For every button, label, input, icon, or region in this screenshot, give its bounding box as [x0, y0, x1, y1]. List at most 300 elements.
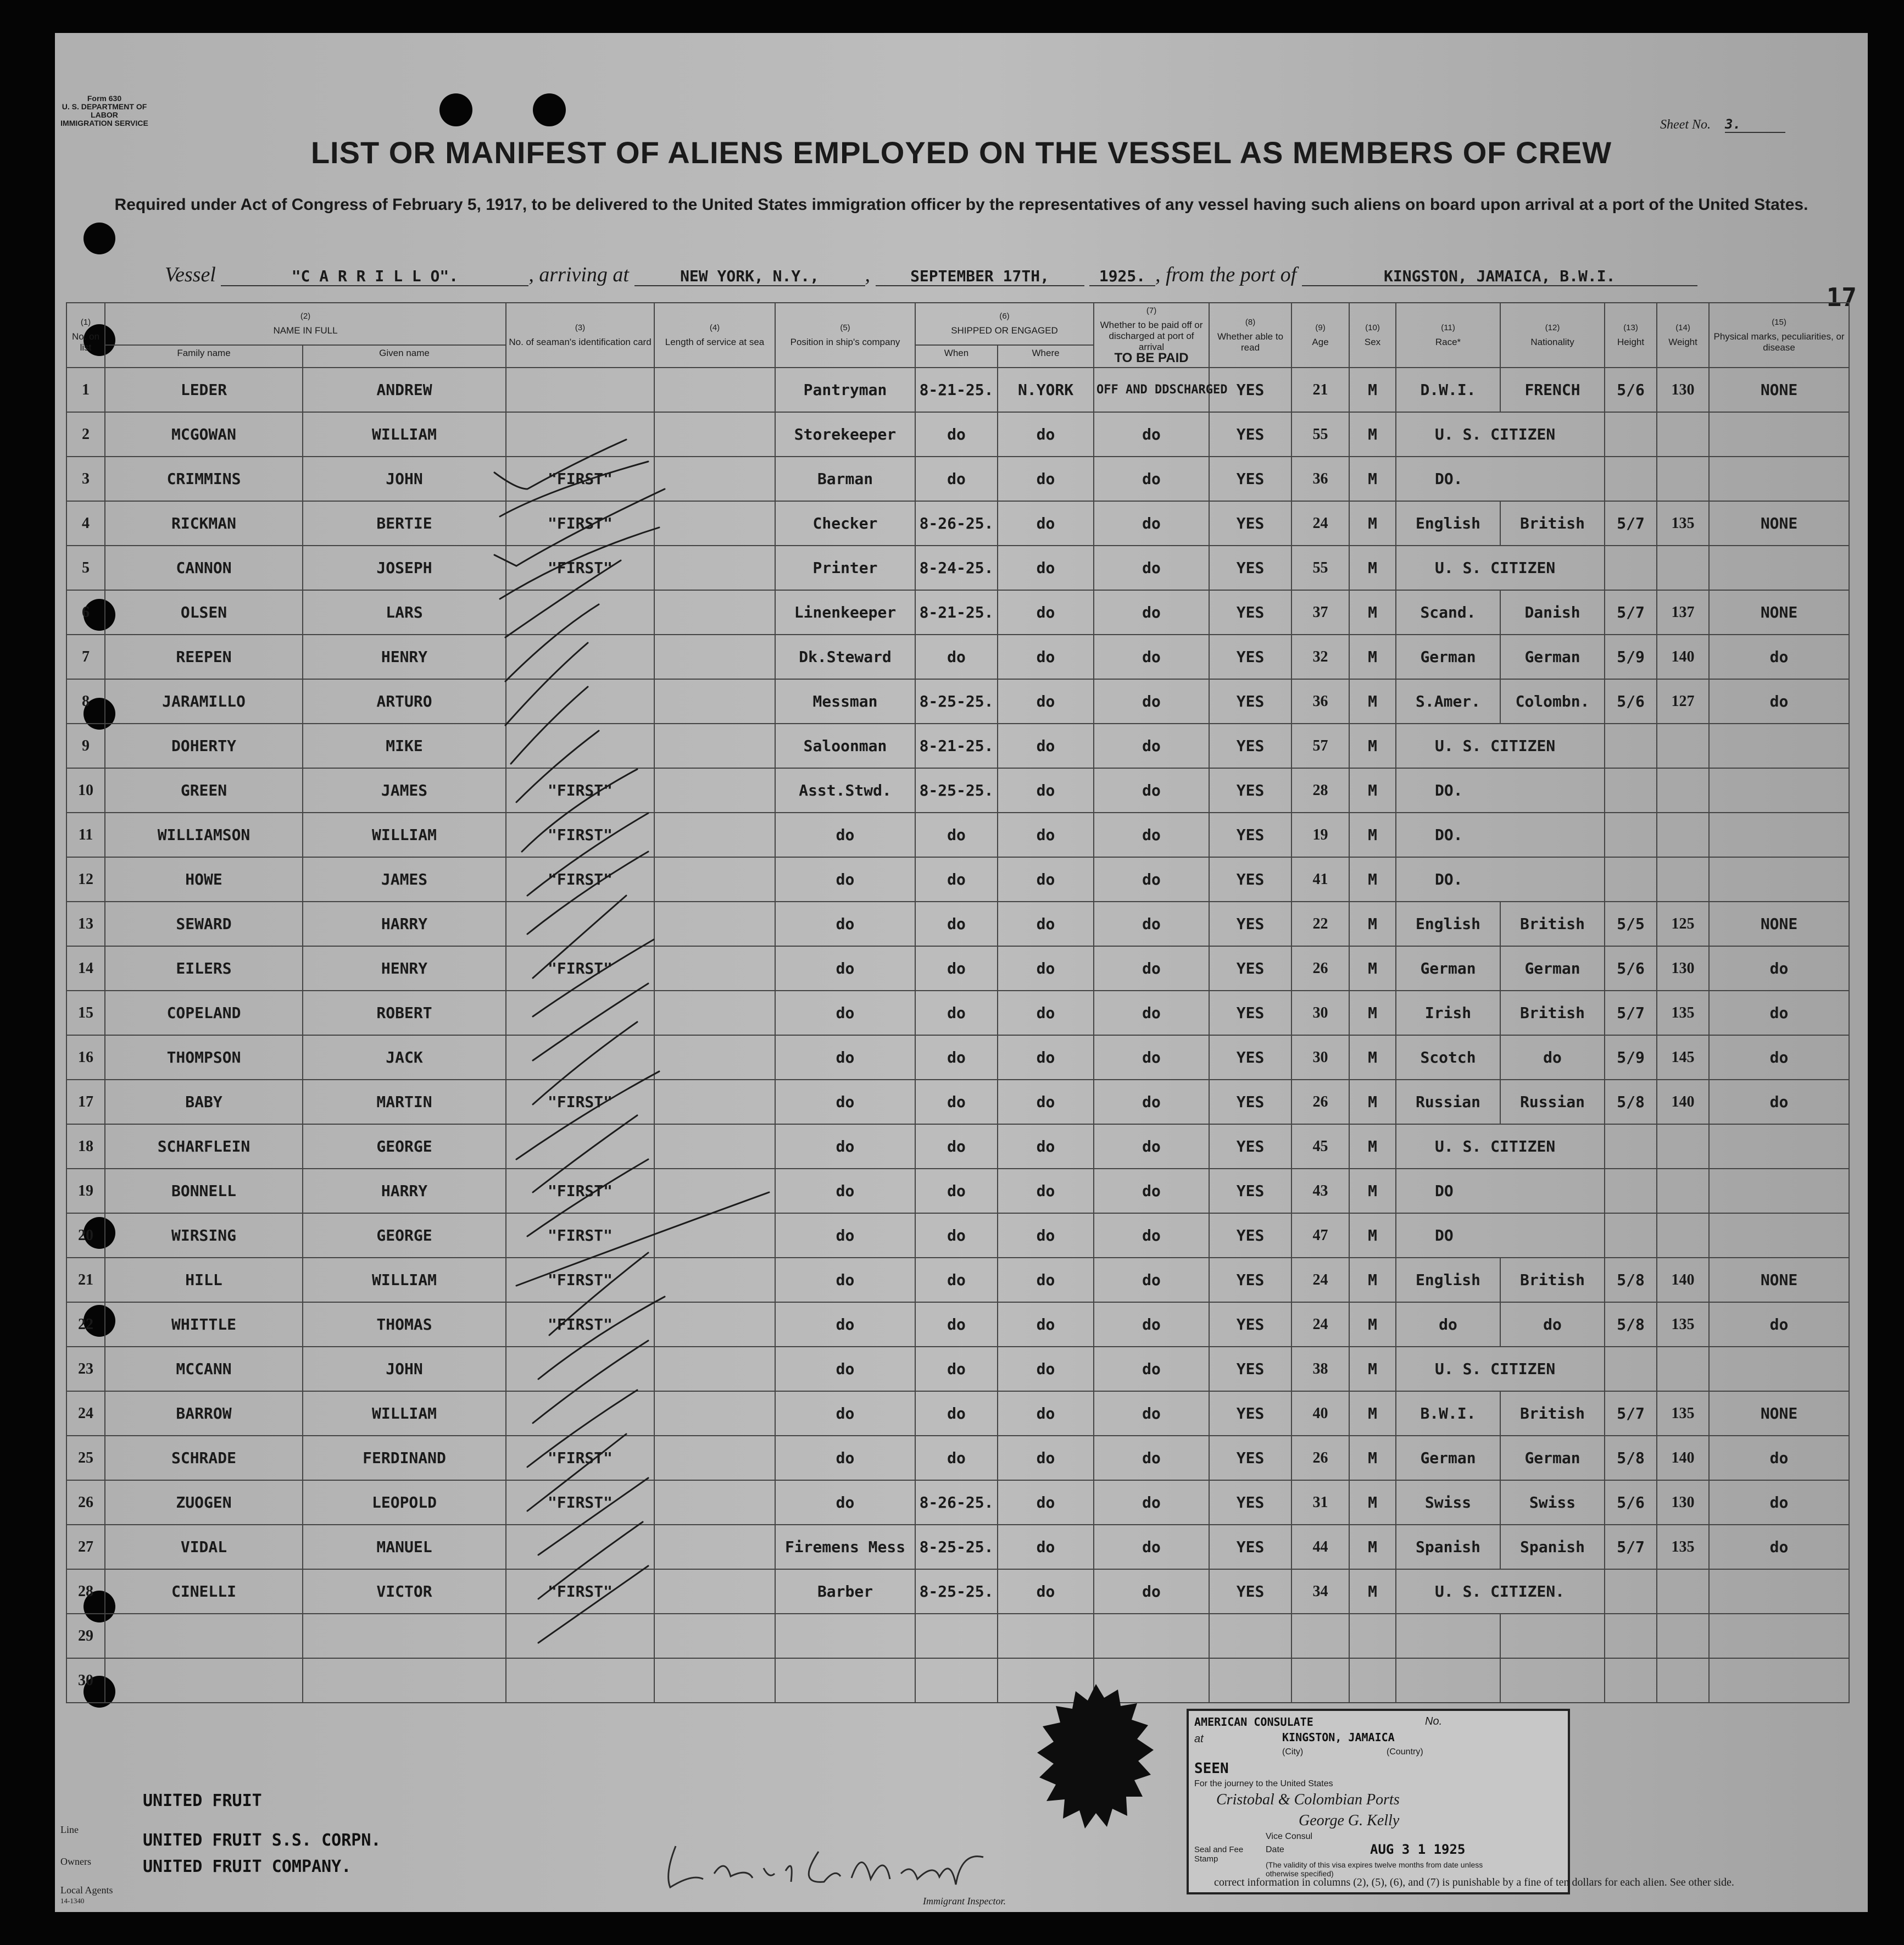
cell-height: [1605, 768, 1657, 813]
cell-race: U. S. CITIZEN: [1396, 1124, 1605, 1169]
cell-given-name: THOMAS: [303, 1302, 506, 1347]
cell-position: do: [775, 1391, 915, 1436]
cell-height: 5/7: [1605, 1391, 1657, 1436]
cell-sex: M: [1349, 1569, 1396, 1614]
cell-paid-off: do: [1094, 1169, 1209, 1213]
cell-age: 38: [1291, 1347, 1349, 1391]
cell-row-number: 19: [66, 1169, 105, 1213]
cell-age: 28: [1291, 768, 1349, 813]
vessel-name: "C A R R I L L O".: [221, 267, 528, 286]
cell-row-number: 12: [66, 857, 105, 902]
cell-height: 5/9: [1605, 1035, 1657, 1080]
cell-paid-off: do: [1094, 768, 1209, 813]
cell-position: Asst.Stwd.: [775, 768, 915, 813]
header-shipped-or-engaged: (6) SHIPPED OR ENGAGED: [915, 303, 1094, 345]
cell-shipped-when: 8-25-25.: [915, 768, 998, 813]
cell-weight: [1657, 724, 1709, 768]
cell-weight: [1657, 813, 1709, 857]
cell-weight: [1657, 546, 1709, 590]
cell-shipped-where: do: [998, 1391, 1094, 1436]
stamp-at-label: at: [1194, 1733, 1204, 1745]
cell-sex: M: [1349, 1213, 1396, 1258]
cell-shipped-when: do: [915, 1391, 998, 1436]
cell-height: 5/8: [1605, 1258, 1657, 1302]
cell-shipped-when: 8-25-25.: [915, 1525, 998, 1569]
cell-shipped-when: 8-25-25.: [915, 1569, 998, 1614]
cell-weight: [1657, 857, 1709, 902]
cell-row-number: 28: [66, 1569, 105, 1614]
cell-weight: [1657, 1569, 1709, 1614]
cell-shipped-when: [915, 1658, 998, 1703]
cell-age: 26: [1291, 946, 1349, 991]
cell-shipped-where: do: [998, 946, 1094, 991]
cell-height: 5/5: [1605, 902, 1657, 946]
consul-label: Vice Consul: [1266, 1832, 1313, 1841]
cell-physical-marks: [1709, 857, 1849, 902]
cell-able-to-read: YES: [1209, 857, 1291, 902]
cell-physical-marks: do: [1709, 1480, 1849, 1525]
cell-nationality: German: [1500, 946, 1605, 991]
cell-paid-off: do: [1094, 590, 1209, 635]
cell-position: do: [775, 1258, 915, 1302]
cell-age: 36: [1291, 457, 1349, 501]
cell-family-name: BARROW: [105, 1391, 303, 1436]
cell-race: B.W.I.: [1396, 1391, 1500, 1436]
cell-race: DO: [1396, 1213, 1605, 1258]
cell-race: German: [1396, 635, 1500, 679]
cell-shipped-where: do: [998, 412, 1094, 457]
cell-position: Barber: [775, 1569, 915, 1614]
cell-family-name: OLSEN: [105, 590, 303, 635]
cell-length-of-service: [654, 412, 775, 457]
stamp-city-label: (City): [1282, 1747, 1304, 1757]
cell-family-name: DOHERTY: [105, 724, 303, 768]
cell-shipped-where: do: [998, 1035, 1094, 1080]
cell-age: 24: [1291, 501, 1349, 546]
cell-id-card: [506, 412, 654, 457]
cell-family-name: ZUOGEN: [105, 1480, 303, 1525]
table-row: [66, 768, 1849, 813]
cell-physical-marks: [1709, 1569, 1849, 1614]
cell-sex: [1349, 1614, 1396, 1658]
table-row: [66, 1347, 1849, 1391]
cell-row-number: 1: [66, 368, 105, 412]
cell-id-card: "FIRST": [506, 1213, 654, 1258]
cell-weight: [1657, 1658, 1709, 1703]
cell-race: Spanish: [1396, 1525, 1500, 1569]
cell-age: 34: [1291, 1569, 1349, 1614]
cell-able-to-read: YES: [1209, 412, 1291, 457]
table-row: [66, 590, 1849, 635]
consulate-stamp: [1187, 1709, 1570, 1894]
cell-physical-marks: [1709, 813, 1849, 857]
cell-able-to-read: YES: [1209, 1035, 1291, 1080]
cell-row-number: 9: [66, 724, 105, 768]
cell-given-name: WILLIAM: [303, 412, 506, 457]
cell-age: 32: [1291, 635, 1349, 679]
cell-shipped-where: do: [998, 991, 1094, 1035]
cell-physical-marks: do: [1709, 991, 1849, 1035]
cell-position: Linenkeeper: [775, 590, 915, 635]
cell-shipped-when: do: [915, 1302, 998, 1347]
cell-family-name: CANNON: [105, 546, 303, 590]
cell-physical-marks: [1709, 457, 1849, 501]
line-label: Line: [60, 1824, 79, 1835]
cell-height: [1605, 546, 1657, 590]
cell-able-to-read: YES: [1209, 1124, 1291, 1169]
cell-age: 55: [1291, 412, 1349, 457]
cell-weight: [1657, 412, 1709, 457]
cell-position: Firemens Mess: [775, 1525, 915, 1569]
cell-shipped-when: do: [915, 1258, 998, 1302]
cell-paid-off: do: [1094, 679, 1209, 724]
cell-age: 44: [1291, 1525, 1349, 1569]
cell-shipped-where: do: [998, 1525, 1094, 1569]
cell-shipped-when: do: [915, 902, 998, 946]
table-row: [66, 1124, 1849, 1169]
cell-height: [1605, 813, 1657, 857]
cell-age: 19: [1291, 813, 1349, 857]
inspector-label: Immigrant Inspector.: [923, 1896, 1006, 1907]
cell-shipped-when: do: [915, 1035, 998, 1080]
cell-age: 41: [1291, 857, 1349, 902]
cell-able-to-read: YES: [1209, 902, 1291, 946]
cell-position: Printer: [775, 546, 915, 590]
cell-row-number: 16: [66, 1035, 105, 1080]
header-name-in-full: (2) NAME IN FULL: [105, 303, 506, 345]
cell-shipped-where: do: [998, 1569, 1094, 1614]
cell-shipped-where: do: [998, 902, 1094, 946]
cell-able-to-read: YES: [1209, 1169, 1291, 1213]
stamp-seal-label: Seal and Fee Stamp: [1194, 1845, 1244, 1864]
stamp-date-label: Date: [1266, 1845, 1284, 1854]
cell-race: German: [1396, 946, 1500, 991]
cell-shipped-when: do: [915, 457, 998, 501]
cell-paid-off: do: [1094, 412, 1209, 457]
cell-paid-off: do: [1094, 1258, 1209, 1302]
cell-age: 37: [1291, 590, 1349, 635]
table-row: [66, 1258, 1849, 1302]
cell-physical-marks: do: [1709, 1436, 1849, 1480]
cell-physical-marks: [1709, 1347, 1849, 1391]
cell-nationality: British: [1500, 902, 1605, 946]
table-row: [66, 1525, 1849, 1569]
cell-age: 24: [1291, 1302, 1349, 1347]
cell-id-card: "FIRST": [506, 546, 654, 590]
table-row: [66, 1035, 1849, 1080]
cell-row-number: 3: [66, 457, 105, 501]
cell-physical-marks: [1709, 412, 1849, 457]
header-paid-off: (7) Whether to be paid off or discharged at port of arrival TO BE PAID: [1094, 303, 1209, 368]
cell-able-to-read: YES: [1209, 1480, 1291, 1525]
cell-height: [1605, 1347, 1657, 1391]
cell-family-name: SCHRADE: [105, 1436, 303, 1480]
cell-physical-marks: NONE: [1709, 590, 1849, 635]
cell-shipped-when: 8-24-25.: [915, 546, 998, 590]
cell-physical-marks: do: [1709, 1302, 1849, 1347]
cell-able-to-read: YES: [1209, 1525, 1291, 1569]
cell-paid-off: do: [1094, 1480, 1209, 1525]
cell-paid-off: do: [1094, 1569, 1209, 1614]
cell-given-name: ANDREW: [303, 368, 506, 412]
cell-id-card: "FIRST": [506, 1169, 654, 1213]
header-when: When: [915, 345, 998, 368]
cell-nationality: [1500, 1658, 1605, 1703]
cell-weight: 145: [1657, 1035, 1709, 1080]
cell-age: 43: [1291, 1169, 1349, 1213]
cell-sex: M: [1349, 902, 1396, 946]
cell-weight: 135: [1657, 991, 1709, 1035]
table-row: [66, 946, 1849, 991]
cell-shipped-where: do: [998, 679, 1094, 724]
cell-row-number: 6: [66, 590, 105, 635]
cell-weight: [1657, 1213, 1709, 1258]
cell-sex: M: [1349, 546, 1396, 590]
cell-shipped-where: do: [998, 1258, 1094, 1302]
cell-position: do: [775, 1080, 915, 1124]
cell-age: 22: [1291, 902, 1349, 946]
cell-physical-marks: do: [1709, 679, 1849, 724]
cell-sex: M: [1349, 1480, 1396, 1525]
cell-weight: 127: [1657, 679, 1709, 724]
cell-position: Barman: [775, 457, 915, 501]
arrival-port: NEW YORK, N.Y.,: [634, 267, 865, 286]
cell-paid-off: OFF AND DDSCHARGED: [1094, 368, 1209, 412]
cell-sex: M: [1349, 724, 1396, 768]
vessel-line: Vessel "C A R R I L L O". , arriving at NEW YORK, N.Y., , SEPTEMBER 17TH, 1925. , from the port of KINGSTON, JAMAICA, B.W.I.: [165, 263, 1846, 287]
cell-race: Scand.: [1396, 590, 1500, 635]
cell-nationality: Spanish: [1500, 1525, 1605, 1569]
cell-nationality: Swiss: [1500, 1480, 1605, 1525]
cell-row-number: 20: [66, 1213, 105, 1258]
cell-race: English: [1396, 501, 1500, 546]
cell-row-number: 29: [66, 1614, 105, 1658]
cell-given-name: [303, 1658, 506, 1703]
cell-weight: [1657, 1124, 1709, 1169]
cell-sex: M: [1349, 991, 1396, 1035]
cell-weight: 125: [1657, 902, 1709, 946]
cell-nationality: British: [1500, 991, 1605, 1035]
cell-id-card: "FIRST": [506, 857, 654, 902]
table-row: [66, 679, 1849, 724]
cell-sex: M: [1349, 857, 1396, 902]
cell-race: Scotch: [1396, 1035, 1500, 1080]
cell-family-name: REEPEN: [105, 635, 303, 679]
cell-id-card: "FIRST": [506, 1080, 654, 1124]
cell-physical-marks: NONE: [1709, 501, 1849, 546]
cell-able-to-read: YES: [1209, 635, 1291, 679]
cell-paid-off: do: [1094, 1124, 1209, 1169]
cell-position: do: [775, 1169, 915, 1213]
cell-able-to-read: YES: [1209, 546, 1291, 590]
cell-physical-marks: [1709, 546, 1849, 590]
cell-sex: [1349, 1658, 1396, 1703]
cell-given-name: JOHN: [303, 1347, 506, 1391]
stamp-journey: For the journey to the United States: [1194, 1779, 1333, 1788]
cell-shipped-when: 8-26-25.: [915, 1480, 998, 1525]
cell-id-card: "FIRST": [506, 501, 654, 546]
stamp-location: KINGSTON, JAMAICA: [1282, 1731, 1395, 1744]
cell-height: [1605, 1213, 1657, 1258]
cell-family-name: [105, 1614, 303, 1658]
cell-shipped-where: do: [998, 546, 1094, 590]
cell-weight: [1657, 1347, 1709, 1391]
cell-height: 5/6: [1605, 946, 1657, 991]
cell-paid-off: do: [1094, 991, 1209, 1035]
cell-race: S.Amer.: [1396, 679, 1500, 724]
owners-value: UNITED FRUIT S.S. CORPN.: [143, 1831, 381, 1850]
cell-position: do: [775, 1035, 915, 1080]
cell-family-name: LEDER: [105, 368, 303, 412]
cell-weight: 140: [1657, 1258, 1709, 1302]
header-family-name: Family name: [105, 345, 303, 368]
cell-position: Dk.Steward: [775, 635, 915, 679]
cell-weight: 140: [1657, 1436, 1709, 1480]
cell-age: 40: [1291, 1391, 1349, 1436]
column-header-row: [66, 303, 1849, 345]
consul-signature: George G. Kelly: [1299, 1812, 1400, 1829]
sheet-number-label: Sheet No.: [1660, 118, 1711, 132]
cell-nationality: German: [1500, 635, 1605, 679]
cell-given-name: ARTURO: [303, 679, 506, 724]
cell-position: Storekeeper: [775, 412, 915, 457]
table-row: [66, 902, 1849, 946]
stamp-validity: (The validity of this visa expires twelve months from date unless otherwise specified): [1266, 1860, 1483, 1878]
cell-family-name: CINELLI: [105, 1569, 303, 1614]
cell-height: [1605, 1124, 1657, 1169]
cell-height: [1605, 1658, 1657, 1703]
cell-row-number: 17: [66, 1080, 105, 1124]
cell-height: 5/6: [1605, 679, 1657, 724]
departure-port: KINGSTON, JAMAICA, B.W.I.: [1302, 267, 1697, 286]
cell-weight: 130: [1657, 946, 1709, 991]
cell-height: 5/7: [1605, 1525, 1657, 1569]
cell-given-name: BERTIE: [303, 501, 506, 546]
cell-given-name: WILLIAM: [303, 1391, 506, 1436]
cell-able-to-read: [1209, 1614, 1291, 1658]
legal-requirement-text: Required under Act of Congress of February 5, 1917, to be delivered to the United States immigration officer by the representatives of any vessel having such aliens on board upon arrival at a port of the United States.: [114, 196, 1808, 214]
cell-family-name: BONNELL: [105, 1169, 303, 1213]
cell-race: English: [1396, 902, 1500, 946]
cell-position: do: [775, 1213, 915, 1258]
cell-family-name: RICKMAN: [105, 501, 303, 546]
cell-shipped-where: do: [998, 1436, 1094, 1480]
table-row: [66, 1480, 1849, 1525]
table-row: [66, 457, 1849, 501]
cell-age: [1291, 1658, 1349, 1703]
cell-position: Saloonman: [775, 724, 915, 768]
cell-race: German: [1396, 1436, 1500, 1480]
table-row: [66, 1213, 1849, 1258]
cell-physical-marks: [1709, 724, 1849, 768]
cell-weight: 140: [1657, 635, 1709, 679]
cell-able-to-read: YES: [1209, 1436, 1291, 1480]
cell-able-to-read: YES: [1209, 1569, 1291, 1614]
cell-paid-off: do: [1094, 902, 1209, 946]
cell-race: U. S. CITIZEN: [1396, 546, 1605, 590]
cell-paid-off: do: [1094, 457, 1209, 501]
cell-nationality: British: [1500, 1391, 1605, 1436]
cell-row-number: 14: [66, 946, 105, 991]
cell-height: [1605, 857, 1657, 902]
punch-hole: [533, 93, 566, 126]
cell-row-number: 27: [66, 1525, 105, 1569]
cell-sex: M: [1349, 590, 1396, 635]
cell-paid-off: [1094, 1614, 1209, 1658]
cell-nationality: German: [1500, 1436, 1605, 1480]
cell-shipped-where: [998, 1614, 1094, 1658]
cell-race: [1396, 1614, 1500, 1658]
header-sex: (10) Sex: [1349, 303, 1396, 368]
cell-shipped-where: do: [998, 768, 1094, 813]
cell-age: 45: [1291, 1124, 1349, 1169]
cell-physical-marks: do: [1709, 1525, 1849, 1569]
cell-paid-off: do: [1094, 635, 1209, 679]
cell-nationality: Danish: [1500, 590, 1605, 635]
cell-row-number: 26: [66, 1480, 105, 1525]
cell-nationality: Colombn.: [1500, 679, 1605, 724]
table-row: [66, 1658, 1849, 1703]
cell-row-number: 30: [66, 1658, 105, 1703]
cell-family-name: COPELAND: [105, 991, 303, 1035]
cell-position: do: [775, 902, 915, 946]
cell-physical-marks: NONE: [1709, 368, 1849, 412]
cell-shipped-where: do: [998, 857, 1094, 902]
cell-given-name: WILLIAM: [303, 813, 506, 857]
cell-row-number: 11: [66, 813, 105, 857]
cell-age: 36: [1291, 679, 1349, 724]
cell-position: do: [775, 1480, 915, 1525]
cell-height: [1605, 1169, 1657, 1213]
arrival-year: 1925.: [1089, 267, 1155, 286]
cell-sex: M: [1349, 1302, 1396, 1347]
cell-shipped-when: [915, 1614, 998, 1658]
cell-row-number: 7: [66, 635, 105, 679]
cell-id-card: "FIRST": [506, 1480, 654, 1525]
cell-row-number: 22: [66, 1302, 105, 1347]
cell-race: U. S. CITIZEN: [1396, 1347, 1605, 1391]
cell-nationality: Russian: [1500, 1080, 1605, 1124]
cell-height: 5/8: [1605, 1302, 1657, 1347]
cell-shipped-when: 8-21-25.: [915, 368, 998, 412]
cell-able-to-read: YES: [1209, 1213, 1291, 1258]
cell-height: [1605, 1569, 1657, 1614]
punch-hole: [83, 223, 115, 254]
cell-shipped-where: do: [998, 1347, 1094, 1391]
cell-id-card: "FIRST": [506, 1258, 654, 1302]
cell-age: 26: [1291, 1436, 1349, 1480]
cell-shipped-when: do: [915, 1213, 998, 1258]
cell-able-to-read: YES: [1209, 1391, 1291, 1436]
cell-row-number: 2: [66, 412, 105, 457]
cell-row-number: 5: [66, 546, 105, 590]
form-identifier: [60, 95, 148, 127]
cell-shipped-when: do: [915, 857, 998, 902]
cell-weight: [1657, 457, 1709, 501]
cell-shipped-when: 8-26-25.: [915, 501, 998, 546]
cell-given-name: HENRY: [303, 946, 506, 991]
header-physical-marks: (15) Physical marks, peculiarities, or disease: [1709, 303, 1849, 368]
cell-able-to-read: YES: [1209, 1347, 1291, 1391]
cell-given-name: ROBERT: [303, 991, 506, 1035]
cell-able-to-read: YES: [1209, 501, 1291, 546]
cell-paid-off: do: [1094, 1436, 1209, 1480]
cell-age: 21: [1291, 368, 1349, 412]
manifest-sheet: [55, 33, 1868, 1912]
cell-family-name: MCCANN: [105, 1347, 303, 1391]
cell-weight: [1657, 768, 1709, 813]
table-row: [66, 991, 1849, 1035]
